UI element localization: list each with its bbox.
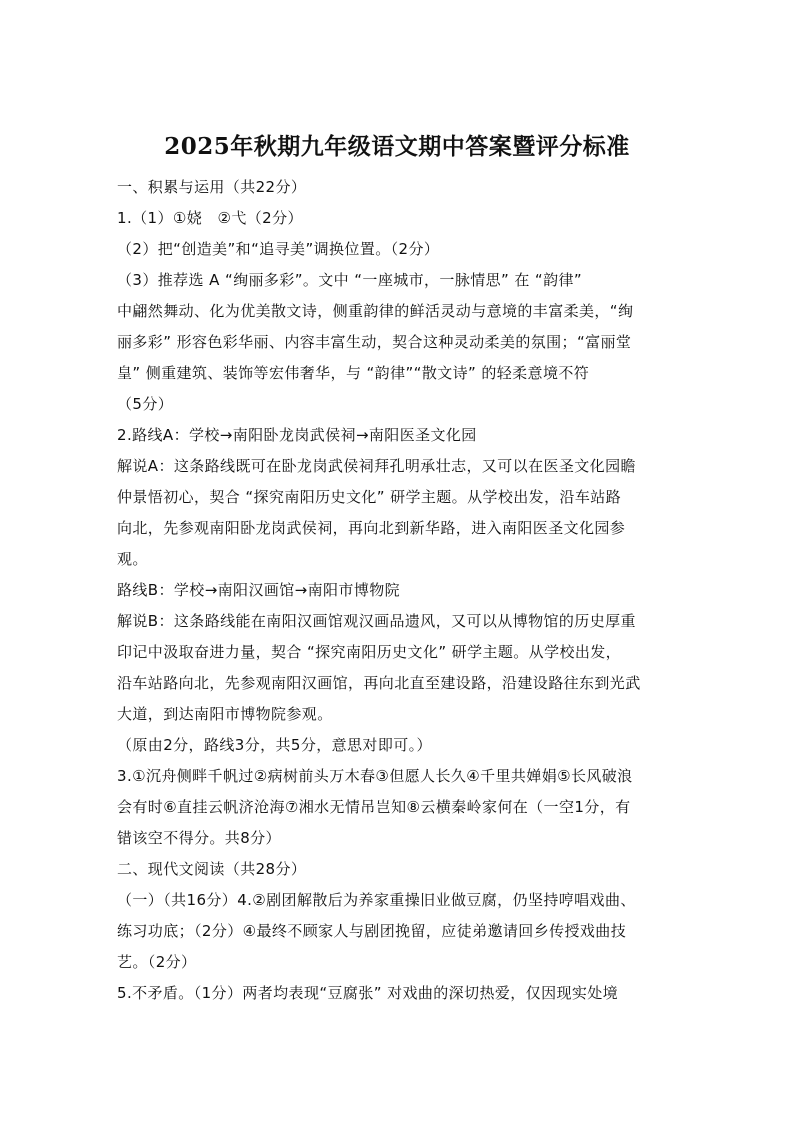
text-line: 二、现代文阅读（共28分） — [117, 860, 307, 878]
text-line: 一、积累与运用（共22分） — [117, 178, 307, 196]
text-line: 仲景悟初心，契合 “探究南阳历史文化” 研学主题。从学校出发，沿车站路 — [117, 488, 622, 506]
text-line: 中翩然舞动、化为优美散文诗，侧重韵律的鲜活灵动与意境的丰富柔美，“绚 — [117, 302, 634, 320]
text-line: 解说B：这条路线能在南阳汉画馆观汉画品遗风，又可以从博物馆的历史厚重 — [117, 612, 636, 630]
text-line: 丽多彩” 形容色彩华丽、内容丰富生动，契合这种灵动柔美的氛围；“富丽堂 — [117, 333, 632, 351]
text-line: 错该空不得分。共8分） — [117, 829, 281, 847]
text-line: 艺。（2分） — [117, 953, 197, 971]
text-line: 1.（1）①娆 ②弋（2分） — [117, 209, 303, 227]
text-line: 解说A：这条路线既可在卧龙岗武侯祠拜孔明承壮志，又可以在医圣文化园瞻 — [117, 457, 636, 475]
document-body — [117, 172, 679, 1009]
text-line: （原由2分，路线3分，共5分，意思对即可。） — [117, 736, 432, 754]
text-line: 皇” 侧重建筑、装饰等宏伟奢华，与 “韵律”“散文诗” 的轻柔意境不符 — [117, 364, 590, 382]
text-line: 练习功底；（2分）④最终不顾家人与剧团挽留，应徒弟邀请回乡传授戏曲技 — [117, 922, 627, 940]
text-line: 向北，先参观南阳卧龙岗武侯祠，再向北到新华路，进入南阳医圣文化园参 — [117, 519, 626, 537]
text-line: （5分） — [117, 395, 174, 413]
text-line: （一）（共16分）4.②剧团解散后为养家重操旧业做豆腐，仍坚持哼唱戏曲、 — [117, 891, 636, 909]
text-line: 5.不矛盾。（1分）两者均表现“豆腐张” 对戏曲的深切热爱，仅因现实处境 — [117, 984, 619, 1002]
text-line: 观。 — [117, 550, 148, 568]
text-line: （2）把“创造美”和“追寻美”调换位置。（2分） — [117, 240, 440, 258]
text-line: 路线B：学校→南阳汉画馆→南阳市博物院 — [117, 581, 401, 599]
text-line: （3）推荐选 A “绚丽多彩”。文中 “一座城市，一脉情思” 在 “韵律” — [117, 271, 583, 289]
text-line: 大道，到达南阳市博物院参观。 — [117, 705, 333, 723]
page-title: 2025年秋期九年级语文期中答案暨评分标准 — [164, 133, 630, 160]
text-line: 2.路线A：学校→南阳卧龙岗武侯祠→南阳医圣文化园 — [117, 426, 477, 444]
text-line: 沿车站路向北，先参观南阳汉画馆，再向北直至建设路，沿建设路往东到光武 — [117, 674, 641, 692]
text-line: 印记中汲取奋进力量，契合 “探究南阳历史文化” 研学主题。从学校出发， — [117, 643, 622, 661]
text-line: 3.①沉舟侧畔千帆过②病树前头万木春③但愿人长久④千里共婵娟⑤长风破浪 — [117, 767, 633, 785]
text-line: 会有时⑥直挂云帆济沧海⑦湘水无情吊岂知⑧云横秦岭家何在（一空1分，有 — [117, 798, 631, 816]
